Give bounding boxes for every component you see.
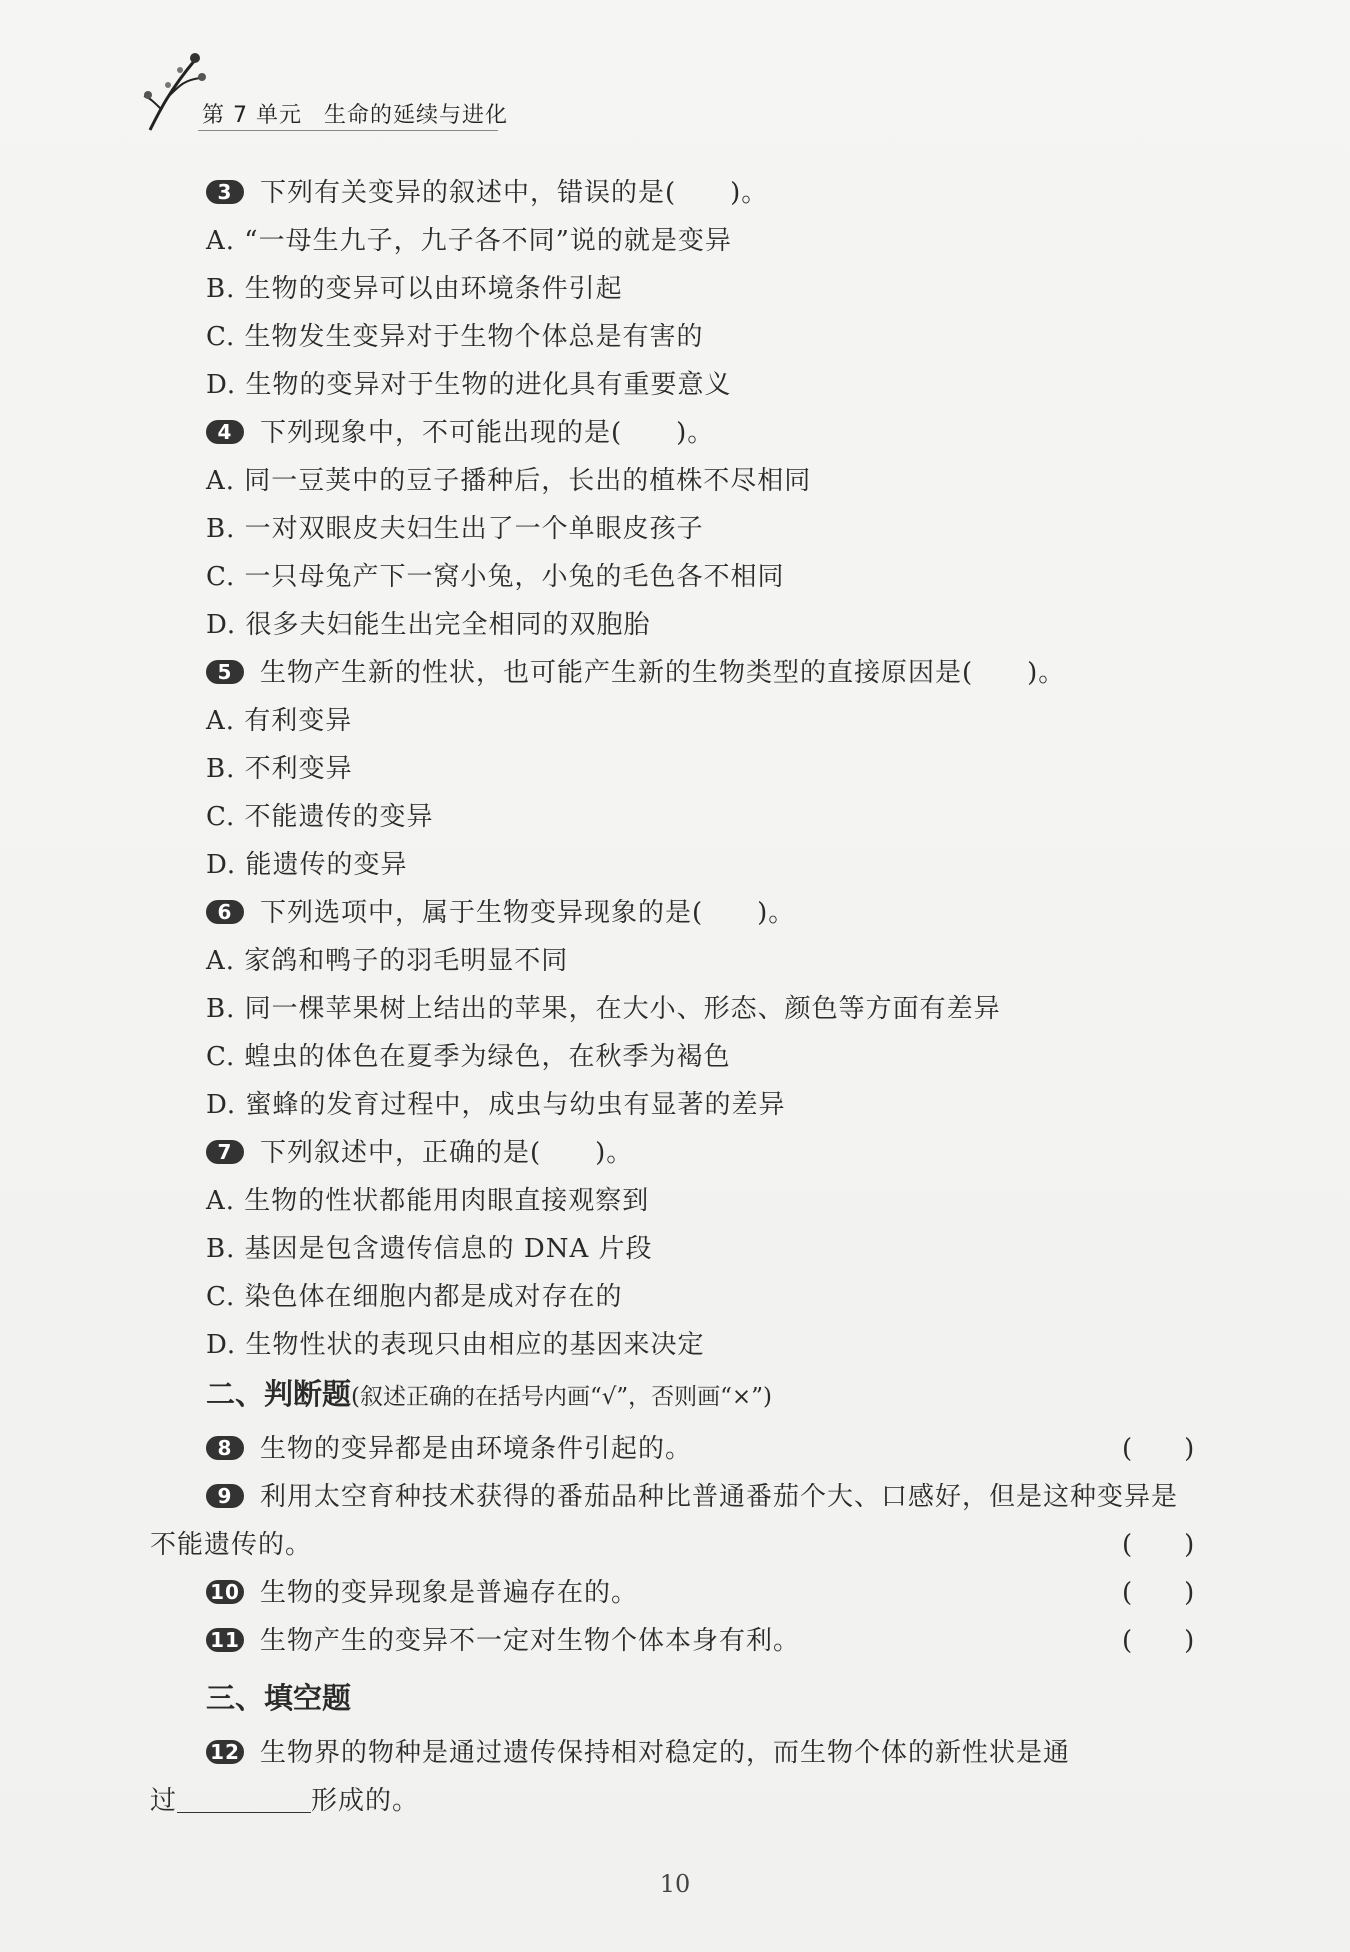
judge-8 (206, 1432, 692, 1466)
section-fill-heading: 三、填空题 (206, 1681, 352, 1715)
option: B. 同一棵苹果树上结出的苹果，在大小、形态、颜色等方面有差异 (206, 994, 1001, 1024)
question-text: 生物产生的变异不一定对生物个体本身有利。 (260, 1626, 801, 1656)
option: A. 生物的性状都能用肉眼直接观察到 (206, 1186, 650, 1216)
answer-parentheses: ( ) (1122, 1578, 1195, 1608)
question-number-badge: 8 (206, 1436, 244, 1460)
question-4-stem (206, 416, 714, 450)
answer-parentheses: ( ) (1122, 1626, 1195, 1656)
option: B. 生物的变异可以由环境条件引起 (206, 274, 623, 304)
question-text: 生物产生新的性状，也可能产生新的生物类型的直接原因是( )。 (260, 658, 1066, 688)
question-number-badge: 9 (206, 1484, 244, 1508)
option: D. 生物的变异对于生物的进化具有重要意义 (206, 370, 732, 400)
question-text: 生物界的物种是通过遗传保持相对稳定的，而生物个体的新性状是通 (260, 1738, 1071, 1768)
continuation-text: 形成的。 (311, 1786, 420, 1816)
option: A. 有利变异 (206, 706, 353, 736)
question-6-stem (206, 896, 795, 930)
section-judge-heading (206, 1376, 772, 1415)
judge-9-continuation: 不能遗传的。 (150, 1530, 313, 1560)
question-text: 下列有关变异的叙述中，错误的是( )。 (260, 178, 769, 208)
option: D. 很多夫妇能生出完全相同的双胞胎 (206, 610, 651, 640)
question-number-badge: 3 (206, 180, 244, 204)
question-text: 生物的变异都是由环境条件引起的。 (260, 1434, 693, 1464)
option: A. “一母生九子，九子各不同”说的就是变异 (206, 226, 732, 256)
answer-blank[interactable] (177, 1786, 311, 1813)
section-title: 二、判断题 (206, 1377, 352, 1411)
section-note: (叙述正确的在括号内画“√”，否则画“×”) (351, 1384, 772, 1410)
fill-12-continuation (150, 1784, 419, 1818)
option: B. 一对双眼皮夫妇生出了一个单眼皮孩子 (206, 514, 704, 544)
option: C. 蝗虫的体色在夏季为绿色，在秋季为褐色 (206, 1042, 731, 1072)
question-text: 下列叙述中，正确的是( )。 (260, 1138, 634, 1168)
unit-number: 第 7 单元 (202, 103, 302, 128)
continuation-text: 过 (150, 1786, 178, 1816)
page-header (140, 40, 660, 140)
question-number-badge: 12 (206, 1740, 244, 1764)
option: C. 一只母兔产下一窝小兔，小兔的毛色各不相同 (206, 562, 785, 592)
judge-11 (206, 1624, 800, 1658)
option: C. 染色体在细胞内都是成对存在的 (206, 1282, 623, 1312)
unit-heading (202, 98, 530, 129)
question-7-stem (206, 1136, 633, 1170)
question-number-badge: 5 (206, 660, 244, 684)
question-number-badge: 10 (206, 1580, 244, 1604)
question-3-stem (206, 176, 768, 210)
question-5-stem (206, 656, 1065, 690)
header-rule (198, 130, 498, 131)
judge-10 (206, 1576, 638, 1610)
option: D. 生物性状的表现只由相应的基因来决定 (206, 1330, 705, 1360)
question-number-badge: 11 (206, 1628, 244, 1652)
option: D. 蜜蜂的发育过程中，成虫与幼虫有显著的差异 (206, 1090, 786, 1120)
question-text: 下列选项中，属于生物变异现象的是( )。 (260, 898, 796, 928)
question-number-badge: 4 (206, 420, 244, 444)
fill-12 (206, 1736, 1070, 1770)
question-text: 下列现象中，不可能出现的是( )。 (260, 418, 715, 448)
option: B. 不利变异 (206, 754, 353, 784)
question-number-badge: 6 (206, 900, 244, 924)
question-text: 利用太空育种技术获得的番茄品种比普通番茄个大、口感好，但是这种变异是 (260, 1482, 1179, 1512)
judge-9 (206, 1480, 1178, 1514)
unit-title: 生命的延续与进化 (323, 103, 508, 128)
option: C. 生物发生变异对于生物个体总是有害的 (206, 322, 704, 352)
page-number: 10 (659, 1870, 691, 1898)
option: D. 能遗传的变异 (206, 850, 408, 880)
option: A. 家鸽和鸭子的羽毛明显不同 (206, 946, 569, 976)
answer-parentheses: ( ) (1122, 1434, 1195, 1464)
option: A. 同一豆荚中的豆子播种后，长出的植株不尽相同 (206, 466, 812, 496)
answer-parentheses: ( ) (1122, 1530, 1195, 1560)
question-number-badge: 7 (206, 1140, 244, 1164)
option: B. 基因是包含遗传信息的 DNA 片段 (206, 1234, 653, 1264)
option: C. 不能遗传的变异 (206, 802, 434, 832)
question-text: 生物的变异现象是普遍存在的。 (260, 1578, 639, 1608)
